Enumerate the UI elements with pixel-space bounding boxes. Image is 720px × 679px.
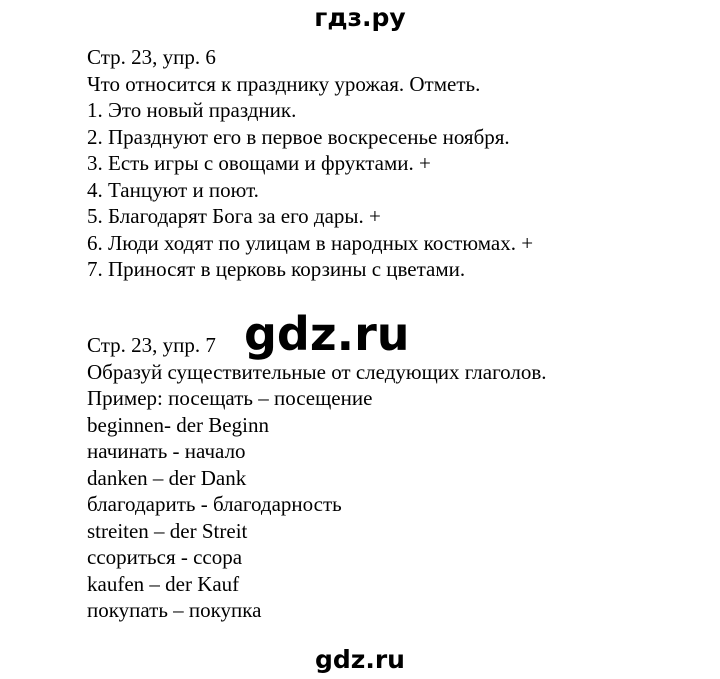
list-item: danken – der Dank [87, 465, 247, 490]
exercise-7-example: Пример: посещать – посещение [87, 386, 373, 410]
exercise-7-heading: Стр. 23, упр. 7 [87, 333, 216, 357]
watermark-middle: gdz.ru [244, 307, 410, 361]
list-item: 3. Есть игры с овощами и фруктами. + [87, 151, 431, 175]
watermark-bottom: gdz.ru [315, 645, 405, 674]
list-item: благодарить - благодарность [87, 492, 342, 516]
exercise-6-task: Что относится к празднику урожая. Отметь. [87, 71, 481, 96]
list-item: 4. Танцуют и поют. [87, 177, 259, 202]
list-item: 5. Благодарят Бога за его дары. + [87, 204, 381, 228]
list-item: 7. Приносят в церковь корзины с цветами. [87, 257, 466, 281]
list-item: streiten – der Streit [87, 518, 248, 543]
watermark-top: гдз.ру [314, 3, 406, 32]
list-item: ссориться - ссора [87, 545, 243, 569]
list-item: начинать - начало [87, 439, 246, 463]
list-item: beginnen- der Beginn [87, 412, 269, 437]
exercise-6-heading: Стр. 23, упр. 6 [87, 45, 216, 69]
list-item: kaufen – der Kauf [87, 571, 240, 596]
list-item: 1. Это новый праздник. [87, 98, 297, 122]
list-item: 2. Празднуют его в первое воскресенье ноября. [87, 124, 510, 149]
exercise-7 [87, 332, 547, 624]
list-item: 6. Люди ходят по улицам в народных костюмах. + [87, 230, 534, 255]
list-item: покупать – покупка [87, 598, 262, 622]
exercise-7-task: Образуй существительные от следующих глаголов. [87, 359, 547, 384]
exercise-6 [87, 44, 533, 283]
